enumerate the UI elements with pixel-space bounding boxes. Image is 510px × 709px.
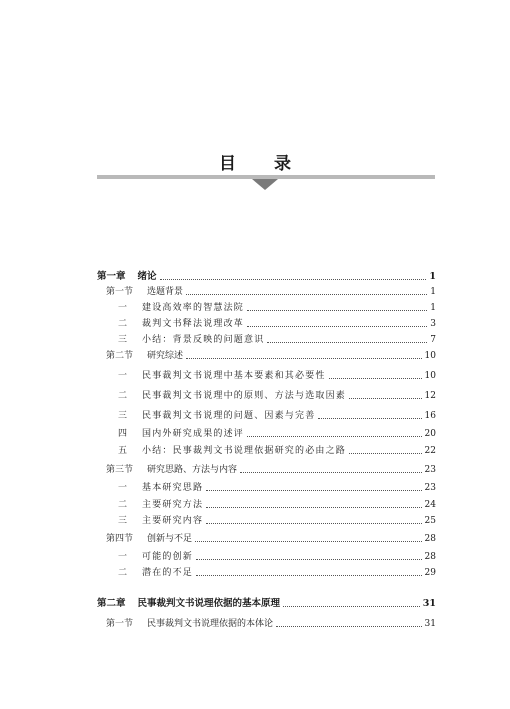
toc-entry-label: 创新与不足	[147, 534, 193, 544]
toc-leader-dots	[329, 378, 422, 379]
toc-entry-label: 主要研究方法	[142, 500, 204, 510]
toc-page-number: 31	[424, 619, 436, 629]
toc-entry-number: 一	[118, 371, 129, 381]
toc-entry-number: 二	[118, 568, 129, 578]
toc-leader-dots	[267, 342, 427, 343]
toc-page-number: 10	[424, 371, 436, 381]
toc-page-number: 31	[422, 598, 436, 609]
toc-page-number: 1	[430, 287, 436, 297]
toc-entry[interactable]	[97, 594, 436, 610]
toc-page-number: 10	[424, 351, 436, 361]
toc-entry-label: 小结：民事裁判文书说理依据研究的必由之路	[142, 446, 347, 456]
toc-entry-text	[106, 350, 183, 362]
toc-entry-number: 一	[118, 483, 129, 493]
toc-entry-number: 第四节	[106, 534, 134, 544]
toc-leader-dots	[240, 472, 422, 473]
toc-page-number: 24	[424, 500, 436, 510]
toc-entry[interactable]	[118, 441, 436, 457]
toc-entry-text	[118, 482, 203, 494]
toc-entry[interactable]	[118, 563, 436, 579]
title-char-2: 录	[274, 154, 291, 174]
toc-entry-label: 小结：背景反映的问题意识	[142, 335, 265, 345]
toc-leader-dots	[247, 310, 427, 311]
toc-page-number: 22	[424, 446, 436, 456]
toc-entry-number: 五	[118, 446, 129, 456]
toc-entry-label: 主要研究内容	[142, 516, 204, 526]
toc-entry-number: 二	[118, 319, 129, 329]
toc-page-number: 12	[424, 391, 436, 401]
toc-entry-text	[106, 533, 192, 545]
toc-entry-text	[118, 445, 346, 457]
toc-entry-text	[118, 551, 193, 563]
toc-entry-number: 二	[118, 391, 129, 401]
toc-page-number: 23	[424, 465, 436, 475]
toc-entry[interactable]	[106, 614, 436, 630]
toc-entry-number: 一	[118, 303, 129, 313]
toc-leader-dots	[349, 453, 422, 454]
page-title	[0, 149, 510, 174]
toc-entry-text	[118, 334, 264, 346]
toc-page-number: 1	[430, 303, 436, 313]
toc-page-number: 1	[429, 271, 436, 282]
toc-page-number: 29	[424, 568, 436, 578]
toc-entry[interactable]	[118, 547, 436, 563]
toc-entry[interactable]	[118, 495, 436, 511]
toc-entry[interactable]	[106, 346, 436, 362]
toc-entry-text	[118, 499, 203, 511]
toc-leader-dots	[206, 490, 421, 491]
toc-leader-dots	[160, 279, 427, 280]
toc-entry-label: 选题背景	[147, 287, 184, 297]
toc-entry[interactable]	[97, 267, 436, 283]
toc-entry-text	[118, 515, 203, 527]
toc-entry[interactable]	[106, 460, 436, 476]
toc-entry[interactable]	[118, 386, 436, 402]
toc-entry-label: 民事裁判文书说理中的原则、方法与选取因素	[142, 391, 347, 401]
toc-entry-text	[106, 618, 273, 630]
toc-leader-dots	[206, 523, 421, 524]
toc-entry-text	[118, 318, 244, 330]
toc-entry-number: 三	[118, 411, 129, 421]
toc-leader-dots	[196, 575, 422, 576]
toc-leader-dots	[186, 294, 427, 295]
toc-entry-number: 第二节	[106, 351, 134, 361]
toc-entry[interactable]	[118, 406, 436, 422]
toc-entry-number: 第一节	[106, 619, 134, 629]
toc-entry-number: 第三节	[106, 465, 134, 475]
toc-leader-dots	[247, 436, 422, 437]
toc-entry[interactable]	[118, 424, 436, 440]
toc-leader-dots	[195, 541, 422, 542]
toc-entry[interactable]	[106, 282, 436, 298]
toc-entry-text	[106, 286, 183, 298]
toc-entry-label: 民事裁判文书说理依据的基本原理	[137, 598, 281, 609]
title-triangle-marker	[252, 179, 278, 190]
toc-entry[interactable]	[106, 529, 436, 545]
toc-leader-dots	[276, 626, 422, 627]
title-char-1: 目	[219, 154, 236, 174]
toc-entry-label: 建设高效率的智慧法院	[142, 303, 245, 313]
toc-entry[interactable]	[118, 366, 436, 382]
toc-entry-label: 绪论	[137, 271, 157, 282]
toc-entry-label: 潜在的不足	[142, 568, 194, 578]
toc-entry-label: 国内外研究成果的述评	[142, 429, 245, 439]
toc-leader-dots	[247, 326, 427, 327]
toc-entry-label: 可能的创新	[142, 552, 194, 562]
toc-entry[interactable]	[118, 314, 436, 330]
toc-entry-text	[97, 598, 280, 610]
toc-page-number: 28	[424, 552, 436, 562]
toc-page-number: 23	[424, 483, 436, 493]
toc-entry[interactable]	[118, 330, 436, 346]
toc-entry-number: 四	[118, 429, 129, 439]
toc-entry-number: 第一章	[97, 271, 126, 282]
toc-page-number: 25	[424, 516, 436, 526]
toc-entry-text	[118, 567, 193, 579]
toc-leader-dots	[186, 358, 422, 359]
toc-entry-number: 三	[118, 516, 129, 526]
toc-entry-text	[118, 370, 326, 382]
toc-page-number: 16	[424, 411, 436, 421]
toc-entry[interactable]	[118, 298, 436, 314]
toc-page-number: 28	[424, 534, 436, 544]
toc-entry-number: 二	[118, 500, 129, 510]
toc-entry-text	[118, 390, 346, 402]
toc-page-number: 20	[424, 429, 436, 439]
toc-entry-number: 一	[118, 552, 129, 562]
toc-entry-number: 第一节	[106, 287, 134, 297]
toc-leader-dots	[318, 418, 421, 419]
toc-entry-label: 民事裁判文书说理依据的本体论	[147, 619, 274, 629]
toc-entry-number: 第二章	[97, 598, 126, 609]
toc-entry-label: 研究思路、方法与内容	[147, 465, 238, 475]
toc-entry-text	[106, 464, 237, 476]
toc-entry-label: 民事裁判文书说理的问题、因素与完善	[142, 411, 316, 421]
toc-entry-number: 三	[118, 335, 129, 345]
toc-leader-dots	[349, 398, 422, 399]
toc-entry-text	[118, 428, 244, 440]
toc-page-number: 3	[430, 319, 436, 329]
toc-entry[interactable]	[118, 511, 436, 527]
toc-entry[interactable]	[118, 478, 436, 494]
toc-entry-text	[118, 302, 244, 314]
toc-leader-dots	[196, 559, 422, 560]
toc-page-number: 7	[430, 335, 436, 345]
toc-entry-label: 研究综述	[147, 351, 184, 361]
toc-leader-dots	[206, 507, 421, 508]
toc-entry-label: 民事裁判文书说理中基本要素和其必要性	[142, 371, 326, 381]
toc-entry-label: 基本研究思路	[142, 483, 204, 493]
toc-entry-text	[118, 410, 315, 422]
toc-entry-label: 裁判文书释法说理改革	[142, 319, 245, 329]
toc-leader-dots	[283, 606, 420, 607]
